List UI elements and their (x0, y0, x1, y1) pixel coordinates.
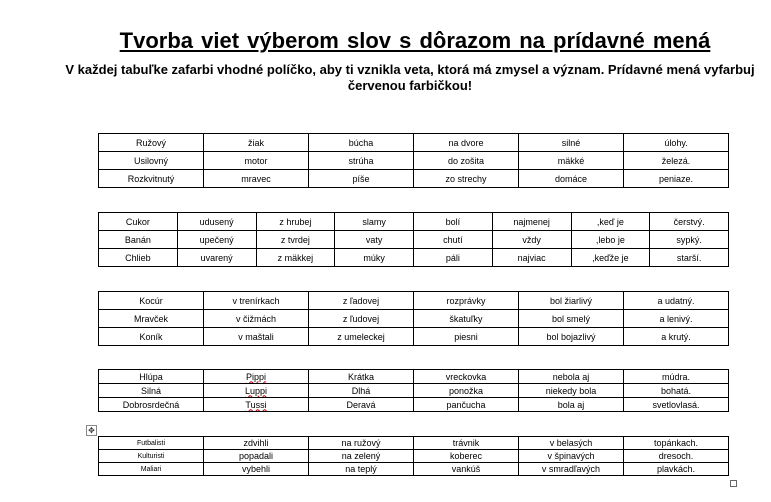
table-row (99, 231, 729, 249)
document-instructions: V každej tabuľke zafarbi vhodné políčko, aby ti vznikla veta, ktorá má zmysel a význam. Prídavné mená vyfarbuj červenou farbičkou! (65, 62, 755, 93)
word-cell[interactable]: Luppi (204, 384, 309, 398)
word-cell[interactable]: Dlhá (309, 384, 414, 398)
word-cell[interactable]: upečený (177, 231, 256, 249)
word-cell[interactable]: búcha (309, 134, 414, 152)
word-cell[interactable]: a udatný. (624, 292, 729, 310)
word-cell[interactable]: starší. (650, 249, 729, 267)
word-cell[interactable]: Cukor (99, 213, 178, 231)
word-cell[interactable]: mäkké (519, 152, 624, 170)
word-cell[interactable]: slamy (335, 213, 414, 231)
table-row (99, 450, 729, 463)
word-cell[interactable]: chutí (414, 231, 493, 249)
word-cell[interactable]: Tussi (204, 398, 309, 412)
word-cell[interactable]: peniaze. (624, 170, 729, 188)
word-table-3 (98, 291, 729, 346)
word-cell[interactable]: na dvore (414, 134, 519, 152)
word-cell[interactable]: pančucha (414, 398, 519, 412)
word-cell[interactable]: múky (335, 249, 414, 267)
table-row (99, 292, 729, 310)
word-cell[interactable]: vybehli (204, 463, 309, 476)
word-cell[interactable]: ,keďže je (571, 249, 650, 267)
table-row (99, 310, 729, 328)
word-cell[interactable]: mravec (204, 170, 309, 188)
word-cell[interactable]: na ružový (309, 437, 414, 450)
word-cell[interactable]: strúha (309, 152, 414, 170)
word-cell[interactable]: Futbalisti (99, 437, 204, 450)
table-row (99, 249, 729, 267)
word-cell[interactable]: ponožka (414, 384, 519, 398)
word-cell[interactable]: najviac (492, 249, 571, 267)
word-cell[interactable]: udusený (177, 213, 256, 231)
word-cell[interactable]: Usilovný (99, 152, 204, 170)
word-cell[interactable]: Banán (99, 231, 178, 249)
table-row (99, 437, 729, 450)
word-cell[interactable]: Silná (99, 384, 204, 398)
word-cell[interactable]: bol smelý (519, 310, 624, 328)
word-cell[interactable]: z mäkkej (256, 249, 335, 267)
word-cell[interactable]: Deravá (309, 398, 414, 412)
word-cell[interactable]: silné (519, 134, 624, 152)
word-cell[interactable]: ,keď je (571, 213, 650, 231)
word-cell[interactable]: a lenivý. (624, 310, 729, 328)
word-cell[interactable]: na zelený (309, 450, 414, 463)
word-cell[interactable]: bol žiarlivý (519, 292, 624, 310)
word-table-4 (98, 369, 729, 412)
word-table-1 (98, 133, 729, 188)
word-cell[interactable]: z hrubej (256, 213, 335, 231)
word-cell[interactable]: z umeleckej (309, 328, 414, 346)
word-cell[interactable]: Mravček (99, 310, 204, 328)
word-cell[interactable]: Krátka (309, 370, 414, 384)
table-row (99, 463, 729, 476)
word-cell[interactable]: motor (204, 152, 309, 170)
word-cell[interactable]: najmenej (492, 213, 571, 231)
word-cell[interactable]: Dobrosrdečná (99, 398, 204, 412)
word-cell[interactable]: domáce (519, 170, 624, 188)
document-title: Tvorba viet výberom slov s dôrazom na prídavné mená (119, 28, 711, 53)
word-cell[interactable]: vreckovka (414, 370, 519, 384)
word-cell[interactable]: Koník (99, 328, 204, 346)
word-cell[interactable]: nebola aj (519, 370, 624, 384)
word-cell[interactable]: vaty (335, 231, 414, 249)
word-cell[interactable]: v čižmách (204, 310, 309, 328)
word-cell[interactable]: Chlieb (99, 249, 178, 267)
word-cell[interactable]: Kocúr (99, 292, 204, 310)
word-cell[interactable]: železá. (624, 152, 729, 170)
word-cell[interactable]: plavkách. (624, 463, 729, 476)
table-row (99, 328, 729, 346)
word-cell[interactable]: z tvrdej (256, 231, 335, 249)
word-cell[interactable]: sypký. (650, 231, 729, 249)
word-cell[interactable]: čerstvý. (650, 213, 729, 231)
word-cell[interactable]: v belasých (519, 437, 624, 450)
word-cell[interactable]: zo strechy (414, 170, 519, 188)
word-cell[interactable]: v smradľavých (519, 463, 624, 476)
word-cell[interactable]: žiak (204, 134, 309, 152)
word-table-5 (98, 436, 729, 476)
word-cell[interactable]: bolí (414, 213, 493, 231)
table-row (99, 213, 729, 231)
word-cell[interactable]: v maštali (204, 328, 309, 346)
word-cell[interactable]: na teplý (309, 463, 414, 476)
word-cell[interactable]: bohatá. (624, 384, 729, 398)
word-cell[interactable]: koberec (414, 450, 519, 463)
word-cell[interactable]: z ľadovej (309, 292, 414, 310)
word-cell[interactable]: múdra. (624, 370, 729, 384)
table-row (99, 398, 729, 412)
word-cell[interactable]: Hlúpa (99, 370, 204, 384)
word-cell[interactable]: úlohy. (624, 134, 729, 152)
word-cell[interactable]: vankúš (414, 463, 519, 476)
word-cell[interactable]: niekedy bola (519, 384, 624, 398)
table-row (99, 134, 729, 152)
table-move-handle-icon[interactable]: ✥ (86, 425, 97, 436)
word-cell[interactable]: svetlovlasá. (624, 398, 729, 412)
word-cell[interactable]: píše (309, 170, 414, 188)
word-cell[interactable]: uvarený (177, 249, 256, 267)
word-cell[interactable]: trávnik (414, 437, 519, 450)
table-row (99, 370, 729, 384)
word-cell[interactable]: v trenírkach (204, 292, 309, 310)
word-cell[interactable]: topánkach. (624, 437, 729, 450)
word-cell[interactable]: do zošita (414, 152, 519, 170)
table-resize-handle[interactable] (730, 480, 737, 487)
table-row (99, 170, 729, 188)
word-cell[interactable]: popadali (204, 450, 309, 463)
table-row (99, 384, 729, 398)
word-cell[interactable]: piesni (414, 328, 519, 346)
word-cell[interactable]: rozprávky (414, 292, 519, 310)
word-cell[interactable]: Ružový (99, 134, 204, 152)
word-cell[interactable]: v špinavých (519, 450, 624, 463)
word-cell[interactable]: bol bojazlivý (519, 328, 624, 346)
word-cell[interactable]: Kulturisti (99, 450, 204, 463)
word-cell[interactable]: zdvihli (204, 437, 309, 450)
word-cell[interactable]: vždy (492, 231, 571, 249)
word-cell[interactable]: bola aj (519, 398, 624, 412)
word-cell[interactable]: z ľudovej (309, 310, 414, 328)
word-cell[interactable]: Maliari (99, 463, 204, 476)
word-cell[interactable]: páli (414, 249, 493, 267)
word-table-2 (98, 212, 729, 267)
word-cell[interactable]: a krutý. (624, 328, 729, 346)
word-cell[interactable]: Pippi (204, 370, 309, 384)
word-cell[interactable]: dresoch. (624, 450, 729, 463)
table-row (99, 152, 729, 170)
word-cell[interactable]: ,lebo je (571, 231, 650, 249)
word-cell[interactable]: Rozkvitnutý (99, 170, 204, 188)
word-cell[interactable]: škatuľky (414, 310, 519, 328)
